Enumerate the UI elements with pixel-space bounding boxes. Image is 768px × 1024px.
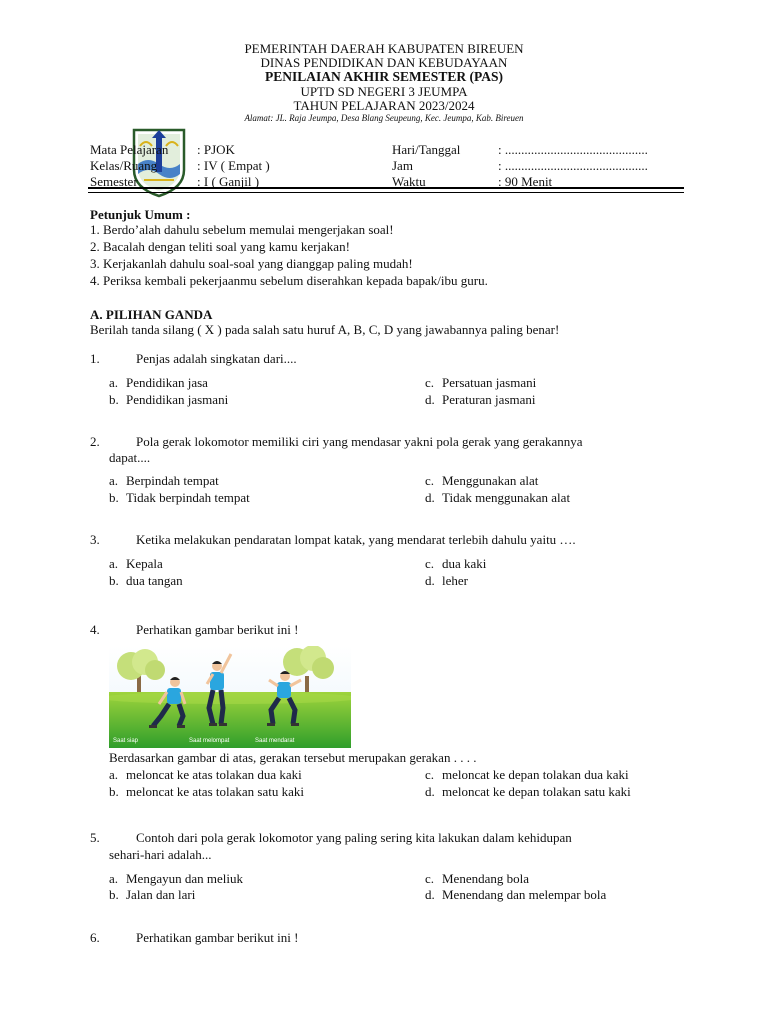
question-text: Ketika melakukan pendaratan lompat katak, yang mendarat terlebih dahulu yaitu …. xyxy=(136,532,576,547)
info-label-subject: Mata Pelajaran xyxy=(90,142,169,157)
info-value-duration: : 90 Menit xyxy=(498,174,553,189)
instructions-title: Petunjuk Umum : xyxy=(90,207,191,222)
option-c[interactable]: c. Menendang bola xyxy=(425,871,530,886)
header-divider-thick xyxy=(88,187,684,189)
option-c[interactable]: c. Menggunakan alat xyxy=(425,473,539,488)
header-divider-thin xyxy=(88,192,684,193)
option-b[interactable]: b. dua tangan xyxy=(109,573,183,588)
question-text-cont: dapat.... xyxy=(109,450,151,465)
question-number: 3. xyxy=(90,532,100,547)
option-d[interactable]: d. Menendang dan melempar bola xyxy=(425,887,607,902)
question-number: 2. xyxy=(90,434,100,449)
question-text: Penjas adalah singkatan dari.... xyxy=(136,351,297,366)
caption-land: Saat mendarat xyxy=(255,738,295,744)
option-b[interactable]: b. Tidak berpindah tempat xyxy=(109,490,250,505)
option-a[interactable]: a. Berpindah tempat xyxy=(109,473,219,488)
option-a[interactable]: a. Kepala xyxy=(109,556,163,571)
question-number: 6. xyxy=(90,930,100,945)
option-d[interactable]: d. leher xyxy=(425,573,468,588)
info-label-duration: Waktu xyxy=(392,174,426,189)
info-value-semester: : I ( Ganjil ) xyxy=(197,174,260,189)
question-text: Pola gerak lokomotor memiliki ciri yang mendasar yakni pola gerak yang gerakannya xyxy=(136,434,583,449)
header-department: DINAS PENDIDIKAN DAN KEBUDAYAAN xyxy=(260,55,508,70)
section-a-intro: Berilah tanda silang ( X ) pada salah satu huruf A, B, C, D yang jawabannya paling benar! xyxy=(90,322,560,337)
info-label-date: Hari/Tanggal xyxy=(392,142,461,157)
jumping-illustration xyxy=(109,646,351,748)
option-d[interactable]: d. Tidak menggunakan alat xyxy=(425,490,571,505)
header-exam-title: PENILAIAN AKHIR SEMESTER (PAS) xyxy=(265,69,503,84)
header-school: UPTD SD NEGERI 3 JEUMPA xyxy=(300,84,468,99)
info-value-subject: : PJOK xyxy=(197,142,235,157)
info-label-time: Jam xyxy=(392,158,413,173)
option-b[interactable]: b. Jalan dan lari xyxy=(109,887,196,902)
header-agency: PEMERINTAH DAERAH KABUPATEN BIREUEN xyxy=(244,41,524,56)
option-d[interactable]: d. meloncat ke depan tolakan satu kaki xyxy=(425,784,631,799)
question-text: Contoh dari pola gerak lokomotor yang paling sering kita lakukan dalam kehidupan xyxy=(136,830,572,845)
info-value-time: : ............................................ xyxy=(498,158,648,173)
question-text: Perhatikan gambar berikut ini ! xyxy=(136,622,299,637)
instruction-item: 4. Periksa kembali pekerjaanmu sebelum diserahkan kepada bapak/ibu guru. xyxy=(90,273,488,288)
question-text-cont: sehari-hari adalah... xyxy=(109,847,212,862)
option-c[interactable]: c. meloncat ke depan tolakan dua kaki xyxy=(425,767,629,782)
instruction-item: 1. Berdo’alah dahulu sebelum memulai mengerjakan soal! xyxy=(90,222,394,237)
option-a[interactable]: a. meloncat ke atas tolakan dua kaki xyxy=(109,767,302,782)
info-label-semester: Semester xyxy=(90,174,138,189)
section-a-title: A. PILIHAN GANDA xyxy=(90,307,213,322)
question-text-cont: Berdasarkan gambar di atas, gerakan tersebut merupakan gerakan . . . . xyxy=(109,750,477,765)
option-c[interactable]: c. Persatuan jasmani xyxy=(425,375,537,390)
option-d[interactable]: d. Peraturan jasmani xyxy=(425,392,536,407)
question-number: 5. xyxy=(90,830,100,845)
info-value-class: : IV ( Empat ) xyxy=(197,158,270,173)
instruction-item: 2. Bacalah dengan teliti soal yang kamu kerjakan! xyxy=(90,239,350,254)
caption-jump: Saat melompat xyxy=(189,738,230,744)
header-address: Alamat: JL. Raja Jeumpa, Desa Blang Seupeung, Kec. Jeumpa, Kab. Bireuen xyxy=(244,113,524,123)
option-a[interactable]: a. Pendidikan jasa xyxy=(109,375,208,390)
caption-ready: Saat siap xyxy=(113,738,139,744)
info-value-date: : ............................................ xyxy=(498,142,648,157)
option-c[interactable]: c. dua kaki xyxy=(425,556,487,571)
question-text: Perhatikan gambar berikut ini ! xyxy=(136,930,299,945)
question-number: 4. xyxy=(90,622,100,637)
option-b[interactable]: b. meloncat ke atas tolakan satu kaki xyxy=(109,784,304,799)
info-label-class: Kelas/Ruang xyxy=(90,158,158,173)
question-number: 1. xyxy=(90,351,100,366)
header-year: TAHUN PELAJARAN 2023/2024 xyxy=(293,98,475,113)
instruction-item: 3. Kerjakanlah dahulu soal-soal yang dianggap paling mudah! xyxy=(90,256,413,271)
option-a[interactable]: a. Mengayun dan meliuk xyxy=(109,871,243,886)
option-b[interactable]: b. Pendidikan jasmani xyxy=(109,392,229,407)
